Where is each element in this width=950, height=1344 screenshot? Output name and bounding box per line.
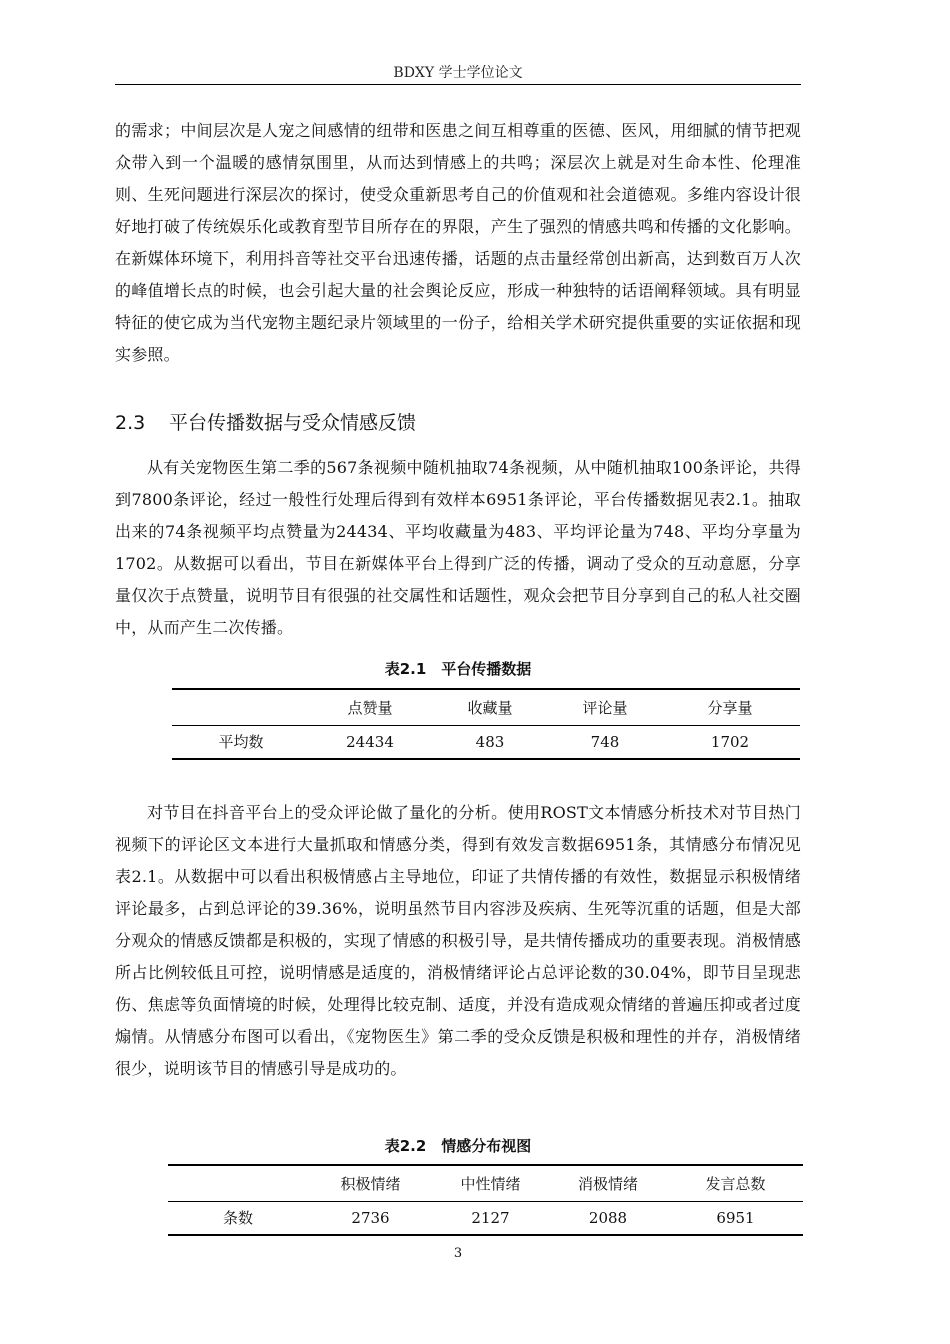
- table1-caption: 表2.1 平台传播数据: [384, 660, 532, 678]
- table-cell: 2736: [308, 1201, 433, 1235]
- table-header-cell: 点赞量: [310, 689, 430, 725]
- table2-caption: 表2.2 情感分布视图: [384, 1137, 532, 1155]
- header-rule: [115, 84, 801, 85]
- table-header-cell: 评论量: [550, 689, 660, 725]
- table-header-cell: 分享量: [660, 689, 800, 725]
- table-header-cell: 发言总数: [668, 1165, 803, 1201]
- table-row-label: 条数: [168, 1201, 308, 1235]
- paragraph-intro: 的需求；中间层次是人宠之间感情的纽带和医患之间互相尊重的医德、医风，用细腻的情节把观众带入到一个温暖的感情氛围里，从而达到情感上的共鸣；深层次上就是对生命本性、伦理准则、生死问题进行深层次的探讨，使受众重新思考自己的价值观和社会道德观。多维内容设计很好地打破了传统娱乐化或教育型节目所存在的界限，产生了强烈的情感共鸣和传播的文化影响。在新媒体环境下，利用抖音等社交平台迅速传播，话题的点击量经常创出新高，达到数百万人次的峰值增长点的时候，也会引起大量的社会舆论反应，形成一种独特的话语阐释领域。具有明显特征的使它成为当代宠物主题纪录片领域里的一份子，给相关学术研究提供重要的实证依据和现实参照。: [115, 121, 801, 364]
- table-header-row: [168, 1165, 803, 1201]
- table-row-label: 平均数: [172, 725, 310, 759]
- table-header-cell: [172, 689, 310, 725]
- section-title: 平台传播数据与受众情感反馈: [169, 412, 417, 434]
- table-header-cell: 中性情绪: [433, 1165, 548, 1201]
- table-row: [172, 725, 800, 759]
- table-cell: 748: [550, 725, 660, 759]
- table-cell: 24434: [310, 725, 430, 759]
- table-header-cell: 积极情绪: [308, 1165, 433, 1201]
- paragraph-platform-data: 从有关宠物医生第二季的567条视频中随机抽取74条视频，从中随机抽取100条评论，共得到7800条评论，经过一般性行处理后得到有效样本6951条评论，平台传播数据见表2.1。抽取出来的74条视频平均点赞量为24434、平均收藏量为483、平均评论量为748、平均分享量为1702。从数据可以看出，节目在新媒体平台上得到广泛的传播，调动了受众的互动意愿，分享量仅次于点赞量，说明节目有很强的社交属性和话题性，观众会把节目分享到自己的私人社交圈中，从而产生二次传播。: [115, 458, 801, 637]
- table-row: [168, 1201, 803, 1235]
- table-cell: 2127: [433, 1201, 548, 1235]
- table-cell: 1702: [660, 725, 800, 759]
- section-number: 2.3: [115, 412, 146, 434]
- page-header: BDXY 学士学位论文: [393, 65, 523, 81]
- table-header-row: [172, 689, 800, 725]
- paragraph-sentiment-analysis: 对节目在抖音平台上的受众评论做了量化的分析。使用ROST文本情感分析技术对节目热门视频下的评论区文本进行大量抓取和情感分类，得到有效发言数据6951条，其情感分布情况见表2.1。从数据中可以看出积极情感占主导地位，印证了共情传播的有效性，数据显示积极情绪评论最多，占到总评论的39.36%，说明虽然节目内容涉及疾病、生死等沉重的话题，但是大部分观众的情感反馈都是积极的，实现了情感的积极引导，是共情传播成功的重要表现。消极情感所占比例较低且可控，说明情感是适度的，消极情绪评论占总评论数的30.04%，即节目呈现悲伤、焦虑等负面情境的时候，处理得比较克制、适度，并没有造成观众情绪的普遍压抑或者过度煽情。从情感分布图可以看出，《宠物医生》第二季的受众反馈是积极和理性的并存，消极情绪很少，说明该节目的情感引导是成功的。: [115, 803, 801, 1078]
- table-cell: 6951: [668, 1201, 803, 1235]
- table-header-cell: 收藏量: [430, 689, 550, 725]
- section-heading: [115, 408, 801, 438]
- table-header-cell: [168, 1165, 308, 1201]
- table-cell: 483: [430, 725, 550, 759]
- page-number: 3: [453, 1246, 463, 1261]
- table-header-cell: 消极情绪: [548, 1165, 668, 1201]
- platform-data-table: [172, 688, 800, 760]
- table-cell: 2088: [548, 1201, 668, 1235]
- sentiment-distribution-table: [168, 1164, 803, 1236]
